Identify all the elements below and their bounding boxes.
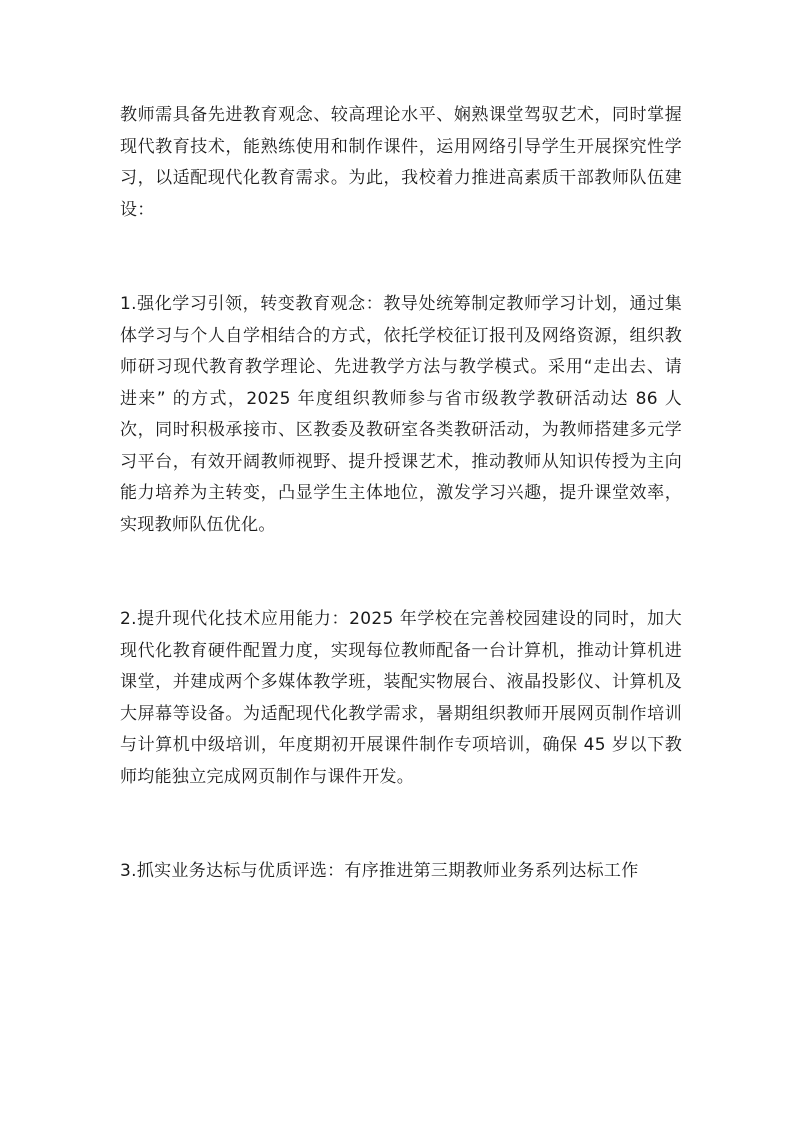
- paragraph-spacer: [120, 541, 682, 604]
- paragraph-study-guidance: 1.强化学习引领，转变教育观念：教导处统筹制定教师学习计划，通过集体学习与个人自学相结合的方式，依托学校征订报刊及网络资源，组织教师研习现代教育教学理论、先进教学方法与教学模式。采用“走出去、请进来” 的方式，2025 年度组织教师参与省市级教学教研活动达 86 人次，同时积极承接市、区教委及教研室各类教研活动，为教师搭建多元学习平台，有效开阔教师视野、提升授课艺术，推动教师从知识传授为主向能力培养为主转变，凸显学生主体地位，激发学习兴趣，提升课堂效率，实现教师队伍优化。: [120, 294, 682, 535]
- paragraph-professional-standards: 3.抓实业务达标与优质评选：有序推进第三期教师业务系列达标工作: [120, 861, 639, 881]
- paragraph-spacer: [120, 226, 682, 289]
- document-body: [120, 100, 682, 888]
- paragraph-spacer: [120, 793, 682, 856]
- paragraph-intro: 教师需具备先进教育观念、较高理论水平、娴熟课堂驾驭艺术，同时掌握现代教育技术，能熟练使用和制作课件，运用网络引导学生开展探究性学习，以适配现代化教育需求。为此，我校着力推进高素质干部教师队伍建设：: [120, 105, 682, 220]
- paragraph-technology-skills: 2.提升现代化技术应用能力：2025 年学校在完善校园建设的同时，加大现代化教育硬件配置力度，实现每位教师配备一台计算机，推动计算机进课堂，并建成两个多媒体教学班，装配实物展台、液晶投影仪、计算机及大屏幕等设备。为适配现代化教学需求，暑期组织教师开展网页制作培训与计算机中级培训，年度期初开展课件制作专项培训，确保 45 岁以下教师均能独立完成网页制作与课件开发。: [120, 609, 682, 787]
